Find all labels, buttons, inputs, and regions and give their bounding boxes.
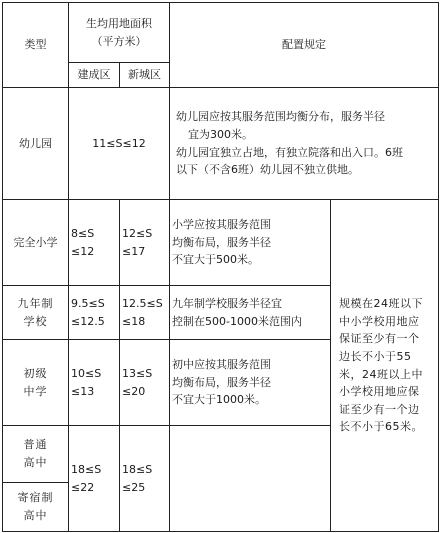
new-area-header: 新城区 bbox=[120, 63, 170, 88]
type-cell: 初级 中学 bbox=[3, 340, 69, 426]
built-area-cell: 8≤S ≤12 bbox=[69, 200, 120, 286]
config-cell: 初中应按其服务范围 均衡布局，服务半径 不宜大于1000米。 bbox=[170, 340, 331, 426]
type-cell: 九年制 学校 bbox=[3, 286, 69, 340]
config-cell: 幼儿园应按其服务范围均衡分布，服务半径 宜为300米。 幼儿园宜独立占地，有独立院落和出入口。6班 以下（不含6班）幼儿园不独立供地。 bbox=[170, 88, 439, 200]
table-row bbox=[3, 200, 439, 286]
new-area-cell: 13≤S ≤20 bbox=[120, 340, 170, 426]
area-header: 生均用地面积 （平方米） bbox=[69, 3, 170, 63]
built-area-cell: 18≤S ≤22 bbox=[69, 426, 120, 532]
area-cell: 11≤S≤12 bbox=[69, 88, 170, 200]
new-area-cell: 12.5≤S ≤18 bbox=[120, 286, 170, 340]
built-area-cell: 10≤S ≤13 bbox=[69, 340, 120, 426]
table-row bbox=[3, 88, 439, 200]
type-cell: 普通 高中 bbox=[3, 426, 69, 483]
config-cell-empty bbox=[170, 426, 331, 532]
header-row bbox=[3, 3, 439, 63]
built-area-header: 建成区 bbox=[69, 63, 120, 88]
config-cell: 小学应按其服务范围 均衡布局，服务半径 不宜大于500米。 bbox=[170, 200, 331, 286]
scale-note-cell: 规模在24班以下 中小学校用地应 保证至少有一个 边长不小于55 米，24班以上中 小学校用地应保 证至少有一个边 长不小于65米。 bbox=[331, 200, 439, 532]
type-header: 类型 bbox=[3, 3, 69, 88]
new-area-cell: 12≤S ≤17 bbox=[120, 200, 170, 286]
new-area-cell: 18≤S ≤25 bbox=[120, 426, 170, 532]
type-cell: 幼儿园 bbox=[3, 88, 69, 200]
standards-table bbox=[2, 2, 439, 532]
built-area-cell: 9.5≤S ≤12.5 bbox=[69, 286, 120, 340]
config-header: 配置规定 bbox=[170, 3, 439, 88]
type-cell: 寄宿制 高中 bbox=[3, 483, 69, 532]
config-cell: 九年制学校服务半径宜 控制在500-1000米范围内 bbox=[170, 286, 331, 340]
type-cell: 完全小学 bbox=[3, 200, 69, 286]
